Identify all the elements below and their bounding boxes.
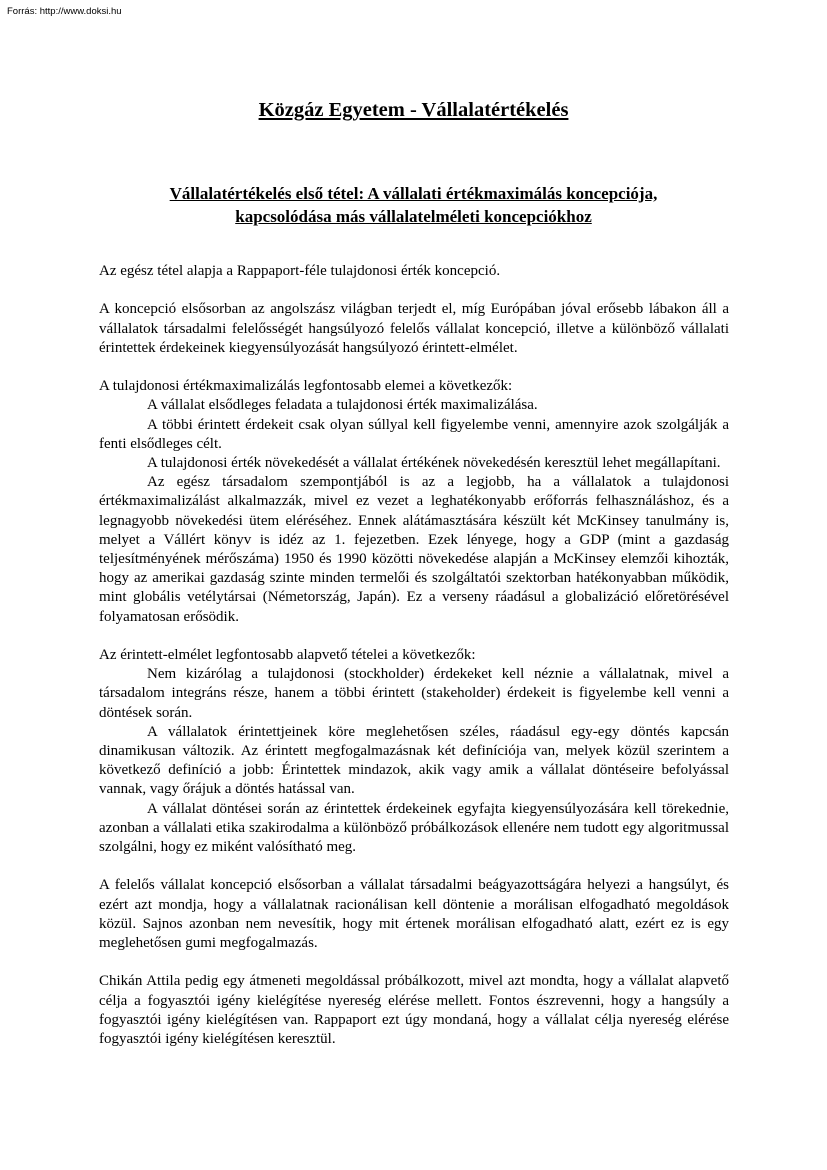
- paragraph-stakeholder-point: A vállalat döntései során az érintettek érdekeinek egyfajta kiegyensúlyozására kell törekednie, azonban a vállalati etika szakirodalma a különböző próbálkozások ellenére nem tudott egy algoritmussal szolgálni, hogy ez miként valósítható meg.: [99, 800, 729, 856]
- paragraph-concept: A koncepció elsősorban az angolszász világban terjedt el, míg Európában jóval erősebb lábakon áll a vállalatok társadalmi felelősségét hangsúlyozó felelős vállalat koncepció, illetve a különböző vállalati érintettek érdekeinek kiegyensúlyozását hangsúlyozó érintett-elmélet.: [99, 301, 729, 356]
- paragraph-stakeholder-heading: Az érintett-elmélet legfontosabb alapvető tételei a következők:: [99, 647, 476, 664]
- section-title-line: Vállalatértékelés első tétel: A vállalati értékmaximálás koncepciója,: [169, 184, 658, 203]
- paragraph-stakeholder-point: Nem kizárólag a tulajdonosi (stockholder) érdekeket kell néznie a vállalatnak, mivel a társadalom integráns része, hanem a többi érintett (stakeholder) érdekeit is figyelembe kell venni a döntések során.: [99, 666, 729, 721]
- paragraph-chikan: Chikán Attila pedig egy átmeneti megoldással próbálkozott, mivel azt mondta, hogy a vállalat alapvető célja a fogyasztói igény kielégítése nyereség elérése mellett. Fontos észrevenni, hogy a hangsúly a fogyasztói igény kielégítésen van. Rappaport ezt úgy mondaná, hogy a vállalat célja nyereség elérése fogyasztói igény kielégítésen keresztül.: [99, 973, 729, 1048]
- section-title: [110, 182, 717, 228]
- paragraph-stakeholder-point: A vállalatok érintettjeinek köre meglehetősen széles, ráadásul egy-egy döntés kapcsán dinamikusan változik. Az érintett megfogalmazásnak két definíciója van, melyek közül szerintem a következő definíció a jobb: Érintettek mindazok, akik vagy amik a vállalat döntéseire befolyással vannak, vagy őrájuk a döntés hatással van.: [99, 723, 729, 798]
- document-body: [99, 262, 729, 1049]
- paragraph-shareholder-point: A vállalat elsődleges feladata a tulajdonosi érték maximalizálása.: [147, 397, 538, 414]
- section-title-line: kapcsolódása más vállalatelméleti koncepciókhoz: [235, 207, 592, 226]
- paragraph-shareholder-point: Az egész társadalom szempontjából is az a legjobb, ha a vállalatok a tulajdonosi értékmaximalizálást alkalmazzák, mivel ez vezet a leghatékonyabb erőforrás felhasználáshoz, és a legnagyobb növekedési ütem eléréséhez. Ennek alátámasztására készült két McKinsey tanulmány is, melyet a Vállért könyv is idéz az 1. fejezetben. Ezek lényege, hogy a GDP (mint a gazdaság teljesítményének mérőszáma) 1950 és 1990 közötti növekedése alapján a McKinsey elemzői kihozták, hogy az amerikai gazdaság szinte minden termelői és szolgáltatói szektorban hatékonyabban működik, mint globális vetélytársai (Németország, Japán). Ez a verseny ráadásul a globalizáció előretörésével folyamatosan erősödik.: [99, 474, 729, 625]
- paragraph-responsible-company: A felelős vállalat koncepció elsősorban a vállalat társadalmi beágyazottságára helyezi a hangsúlyt, és ezért azt mondja, hogy a vállalatnak racionálisan kell döntenie a morálisan elfogadható megoldások közül. Sajnos azonban nem nevesítik, hogy mit értenek morálisan elfogadható alatt, ezért ez is egy meglehetősen gumi megfogalmazás.: [99, 877, 729, 952]
- source-note: Forrás: http://www.doksi.hu: [7, 6, 122, 17]
- paragraph-shareholder-point: A tulajdonosi érték növekedését a vállalat értékének növekedésén keresztül lehet megállapítani.: [147, 455, 721, 471]
- page-title: Közgáz Egyetem - Vállalatértékelés: [258, 99, 569, 121]
- paragraph-shareholder-point: A többi érintett érdekeit csak olyan súllyal kell figyelembe venni, amennyire azok szolgálják a fenti elsődleges célt.: [99, 416, 729, 452]
- paragraph-shareholder-heading: A tulajdonosi értékmaximalizálás legfontosabb elemei a következők:: [99, 378, 513, 395]
- paragraph-intro: Az egész tétel alapja a Rappaport-féle tulajdonosi érték koncepció.: [99, 263, 501, 279]
